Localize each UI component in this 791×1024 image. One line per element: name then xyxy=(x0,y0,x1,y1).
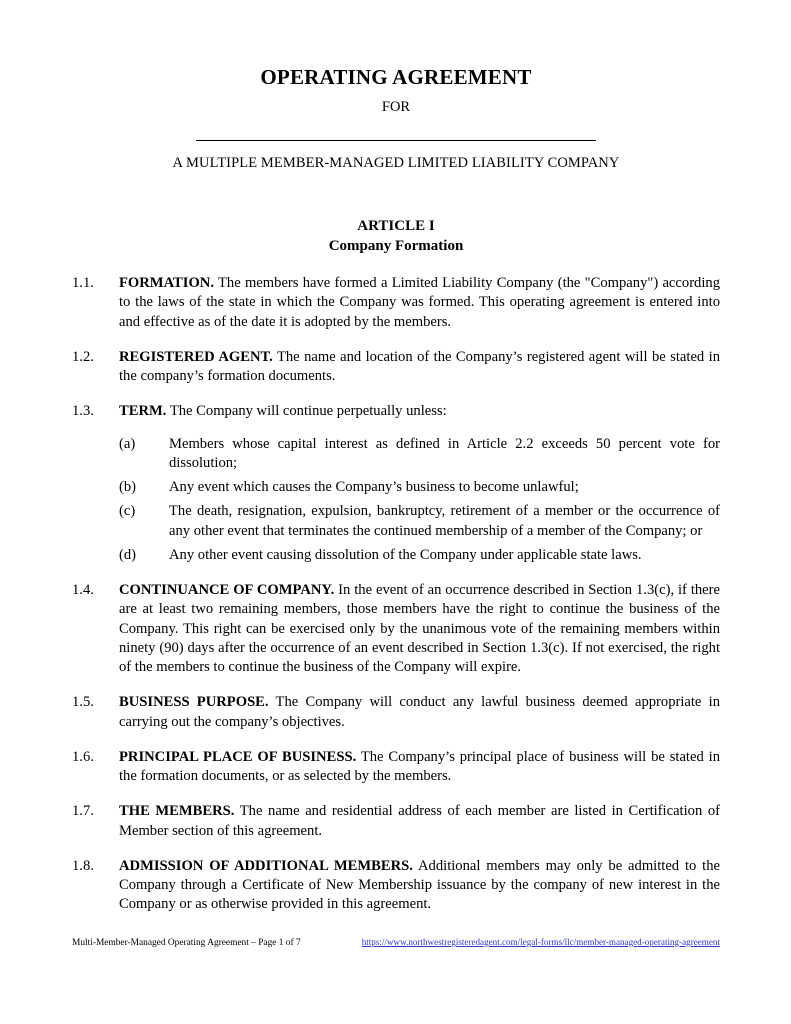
clause-number: 1.2. xyxy=(72,348,94,365)
clause-body xyxy=(119,693,720,732)
sub-item-marker: (d) xyxy=(119,546,137,563)
clause-1-3 xyxy=(72,402,720,565)
clause-text: The Company’s principal place of business will be stated in the formation documents, or as selected by the members. xyxy=(119,748,720,784)
sub-item-text: Any event which causes the Company’s business to become unlawful; xyxy=(169,479,579,495)
sub-item-c xyxy=(119,502,720,541)
article-number: ARTICLE I xyxy=(357,217,435,234)
clause-text: The members have formed a Limited Liability Company (the "Company") according to the laws of the state in which the Company was formed. This operating agreement is entered into and effective as of the date it is adopted by the members. xyxy=(119,275,720,330)
clause-heading: BUSINESS PURPOSE. xyxy=(119,694,269,711)
clause-number: 1.7. xyxy=(72,803,94,820)
clause-number: 1.3. xyxy=(72,403,94,420)
clause-text: In the event of an occurrence described in Section 1.3(c), if there are at least two remaining members, those members have the right to continue the business of the Company. This right can be exercised only by the unanimous vote of the remaining members within ninety (90) days after the occurrence of an event described in Section 1.3(c). If not exercised, the right of the members to continue the business of the Company will expire. xyxy=(119,582,721,675)
article-heading xyxy=(72,216,720,257)
clause-list xyxy=(72,274,720,915)
page-footer xyxy=(72,937,720,949)
clause-1-4 xyxy=(72,581,720,677)
clause-heading: ADMISSION OF ADDITIONAL MEMBERS. xyxy=(119,857,413,874)
document-content xyxy=(72,0,720,931)
document-title: OPERATING AGREEMENT xyxy=(260,65,532,89)
article-name: Company Formation xyxy=(328,237,464,254)
clause-heading: CONTINUANCE OF COMPANY. xyxy=(119,582,335,598)
clause-1-2 xyxy=(72,348,720,387)
sub-item-marker: (a) xyxy=(119,435,136,452)
clause-body xyxy=(119,402,720,565)
clause-heading: FORMATION. xyxy=(119,275,214,291)
clause-1-1 xyxy=(72,274,720,332)
clause-1-7 xyxy=(72,802,720,841)
sub-item-text: The death, resignation, expulsion, bankruptcy, retirement of a member or the occurrence of any other event that terminates the continued membership of a member of the Company; or xyxy=(169,503,720,539)
clause-lead-line xyxy=(119,402,720,421)
clause-text: The name and location of the Company’s registered agent will be stated in the company’s formation documents. xyxy=(119,348,720,384)
sub-item-text: Members whose capital interest as defined in Article 2.2 exceeds 50 percent vote for dissolution; xyxy=(169,435,720,471)
clause-1-5 xyxy=(72,693,720,732)
clause-number: 1.4. xyxy=(72,582,94,598)
clause-1-3-sublist xyxy=(119,435,720,566)
clause-number: 1.8. xyxy=(72,857,94,874)
clause-heading: TERM. xyxy=(119,403,167,420)
sub-item-b xyxy=(119,478,720,497)
sub-item-text: Any other event causing dissolution of the Company under applicable state laws. xyxy=(169,546,642,563)
clause-body xyxy=(119,581,720,677)
clause-number: 1.1. xyxy=(72,275,94,291)
clause-number: 1.6. xyxy=(72,748,94,765)
clause-text: The Company will continue perpetually unless: xyxy=(166,403,447,420)
clause-body xyxy=(119,857,720,915)
sub-item-d xyxy=(119,546,720,565)
footer-page-label: Multi-Member-Managed Operating Agreement – Page 1 of 7 xyxy=(72,938,301,948)
footer-source-link[interactable]: https://www.northwestregisteredagent.com/legal-forms/llc/member-managed-operating-agreement xyxy=(361,937,720,947)
clause-body xyxy=(119,348,720,387)
title-block xyxy=(72,0,720,173)
company-name-blank-wrap xyxy=(72,140,720,141)
clause-text: The Company will conduct any lawful business deemed appropriate in carrying out the company’s objectives. xyxy=(119,694,720,730)
document-for-label: FOR xyxy=(381,99,411,116)
clause-body xyxy=(119,748,720,787)
clause-text: Additional members may only be admitted to the Company through a Certificate of New Membership issuance by the company of new interest in the Company or as otherwise provided in this agreement. xyxy=(119,857,720,913)
clause-body xyxy=(119,274,720,332)
document-subtitle: A MULTIPLE MEMBER-MANAGED LIMITED LIABILITY COMPANY xyxy=(172,155,620,172)
clause-heading: REGISTERED AGENT. xyxy=(119,348,273,365)
clause-heading: THE MEMBERS. xyxy=(119,803,235,820)
sub-item-marker: (b) xyxy=(119,479,137,495)
clause-body xyxy=(119,802,720,841)
clause-number: 1.5. xyxy=(72,694,94,711)
clause-text: The name and residential address of each member are listed in Certification of Member section of this agreement. xyxy=(119,803,720,839)
sub-item-a xyxy=(119,435,720,474)
clause-1-6 xyxy=(72,748,720,787)
clause-1-8 xyxy=(72,857,720,915)
clause-heading: PRINCIPAL PLACE OF BUSINESS. xyxy=(119,748,357,765)
sub-item-marker: (c) xyxy=(119,503,136,520)
company-name-blank-line xyxy=(196,140,596,141)
